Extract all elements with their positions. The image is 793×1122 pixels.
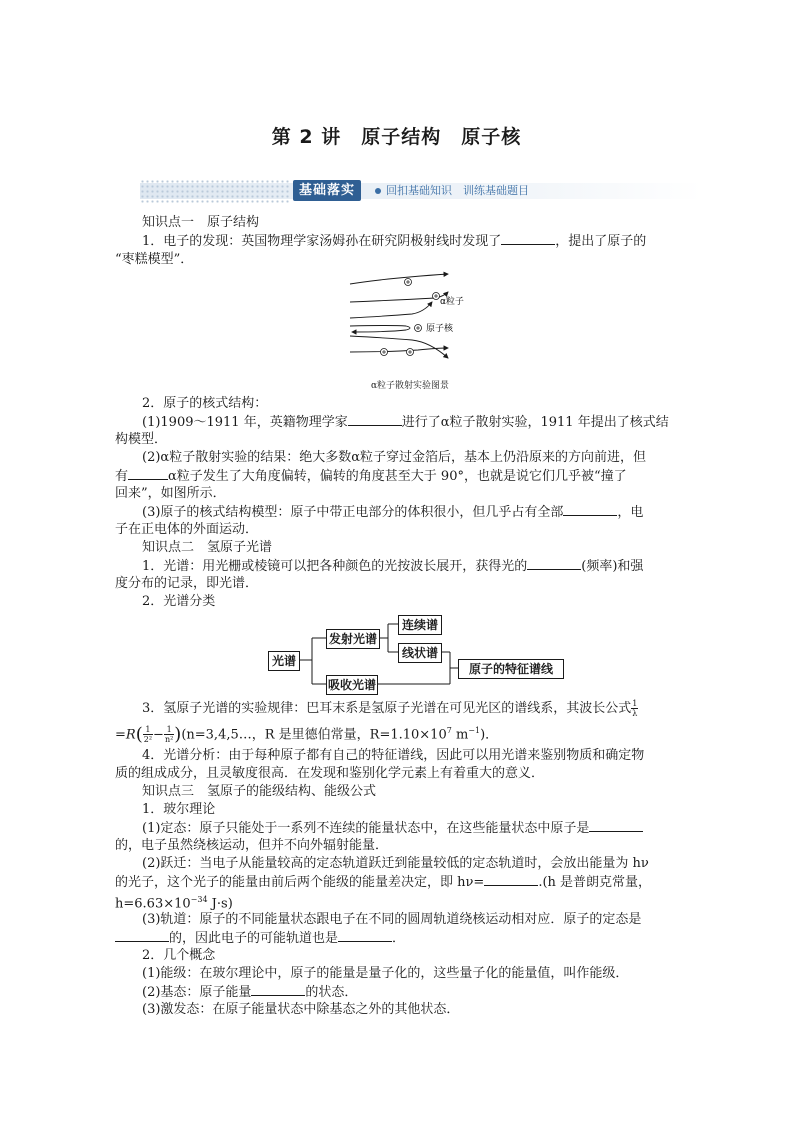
k3-p1-1-line1: (1)定态：原子只能处于一系列不连续的能量状态中，在这些能量状态中原子是	[142, 819, 643, 838]
box-spectrum: 光谱	[268, 651, 300, 671]
k3-p1-3-line2: 的，因此电子的可能轨道也是 ．	[115, 929, 405, 948]
banner-tag: 基础落实	[293, 180, 361, 201]
box-characteristic: 原子的特征谱线	[458, 659, 564, 679]
k1-p2-2-line1: (2)α粒子散射实验的结果：绝大多数α粒子穿过金箔后，基本上仍沿原来的方向前进，但	[142, 450, 646, 465]
alpha-path	[350, 326, 410, 333]
k3-p1-1-line2: 的，电子虽然绕核运动，但并不向外辐射能量．	[115, 838, 389, 853]
alpha-path	[350, 274, 448, 284]
k3-p1-2-line1: (2)跃迁：当电子从能量较高的定态轨道跃迁到能量较低的定态轨道时，会放出能量为 hν	[142, 856, 649, 871]
nucleus-label: 原子核	[426, 324, 454, 334]
k1-p2-1-line2: 构模型．	[115, 432, 168, 447]
k3-p2-2: (2)基态：原子能量 的状态．	[142, 985, 358, 1000]
fill-blank	[501, 232, 555, 245]
k1-p1-line1: 1．电子的发现：英国物理学家汤姆孙在研究阴极射线时发现了 ，提出了原子的	[142, 234, 647, 249]
k1-p2: 2．原子的核式结构：	[142, 396, 268, 411]
alpha-path	[350, 302, 432, 318]
alpha-scattering-figure	[348, 268, 476, 370]
box-line-spectrum: 线状谱	[398, 643, 442, 663]
box-absorption: 吸收光谱	[326, 675, 378, 695]
section-banner	[140, 179, 702, 203]
k2-p3-line1: 3．氢原子光谱的实验规律：巴耳末系是氢原子光谱在可见光区的谱线系，其波长公式 $\frac{1}{\lambda}$	[142, 699, 638, 718]
k1-p2-3-line2: 子在正电体的外面运动．	[115, 522, 259, 537]
alpha-path	[350, 336, 448, 358]
box-emission: 发射光谱	[326, 629, 380, 649]
k3-p2: 2．几个概念	[142, 948, 216, 963]
k1-p2-3-line1: (3)原子的核式结构模型：原子中带正电部分的体积很小，但几乎占有全部 ，电	[142, 505, 644, 520]
k3-p1: 1．玻尔理论	[142, 802, 216, 817]
bullet-icon	[375, 188, 381, 194]
k1-heading: 知识点一 原子结构	[142, 215, 260, 230]
k3-p1-3-line1: (3)轨道：原子的不同能量状态跟电子在不同的圆周轨道绕核运动相对应．原子的定态是	[142, 912, 642, 927]
k2-p4-line1: 4．光谱分析：由于每种原子都有自己的特征谱线，因此可以用光谱来鉴别物质和确定物	[142, 748, 645, 763]
k3-heading: 知识点三 氢原子的能级结构、能级公式	[142, 784, 377, 799]
k2-p3-line2: =R( $\frac{1}{\text{2²}}$ − $\frac{1}{\text{n²}}$ )(n=3,4,5…，R 是里德伯常量，$R=1.10\times 10^7$ $m^{-1}$)．	[115, 723, 499, 745]
figure-caption: α粒子散射实验图景	[370, 381, 450, 391]
alpha-path	[350, 348, 448, 352]
k1-p2-2-line2: 有 α粒子发生了大角度偏转，偏转的角度甚至大于 90°，也就是说它们几乎被“撞了	[115, 469, 627, 484]
k2-p1-line1: 1．光谱：用光栅或棱镜可以把各种颜色的光按波长展开，获得光的 (频率)和强	[142, 559, 644, 574]
k3-p1-2-line3: $h=6.63\times 10^{-34}$ J·s)	[115, 895, 233, 912]
banner-dot-pattern	[140, 179, 290, 203]
k3-p1-2-line2: 的光子，这个光子的能量由前后两个能级的能量差决定，即 hν= .(h 是普朗克常量，	[115, 875, 652, 890]
k2-p1-line2: 度分布的记录，即光谱．	[115, 576, 259, 591]
k2-p4-line2: 质的组成成分，且灵敏度很高．在发现和鉴别化学元素上有着重大的意义．	[115, 766, 545, 781]
banner-subtitle-text: 回扣基础知识 训练基础题目	[386, 184, 529, 197]
alpha-label: α粒子	[440, 297, 464, 307]
k2-heading: 知识点二 氢原子光谱	[142, 540, 273, 555]
box-continuous: 连续谱	[398, 615, 442, 635]
page-title: 第 2 讲 原子结构 原子核	[271, 126, 522, 148]
k3-p2-1: (1)能级：在玻尔理论中，原子的能量是量子化的，这些量子化的能量值，叫作能级．	[142, 966, 629, 981]
k1-p2-2-line3: 回来”，如图所示．	[115, 486, 226, 501]
k1-p1-line2: “枣糕模型”．	[115, 252, 194, 267]
banner-subtitle	[375, 182, 529, 200]
k2-p2: 2．光谱分类	[142, 594, 216, 609]
k3-p2-3: (3)激发态：在原子能量状态中除基态之外的其他状态．	[142, 1002, 460, 1017]
k1-p2-1-line1: (1)1909～1911 年，英籍物理学家 进行了α粒子散射实验，1911 年提出了核式结	[142, 415, 669, 430]
formula-one-over-lambda: $\frac{1}{\lambda}$	[632, 699, 638, 718]
